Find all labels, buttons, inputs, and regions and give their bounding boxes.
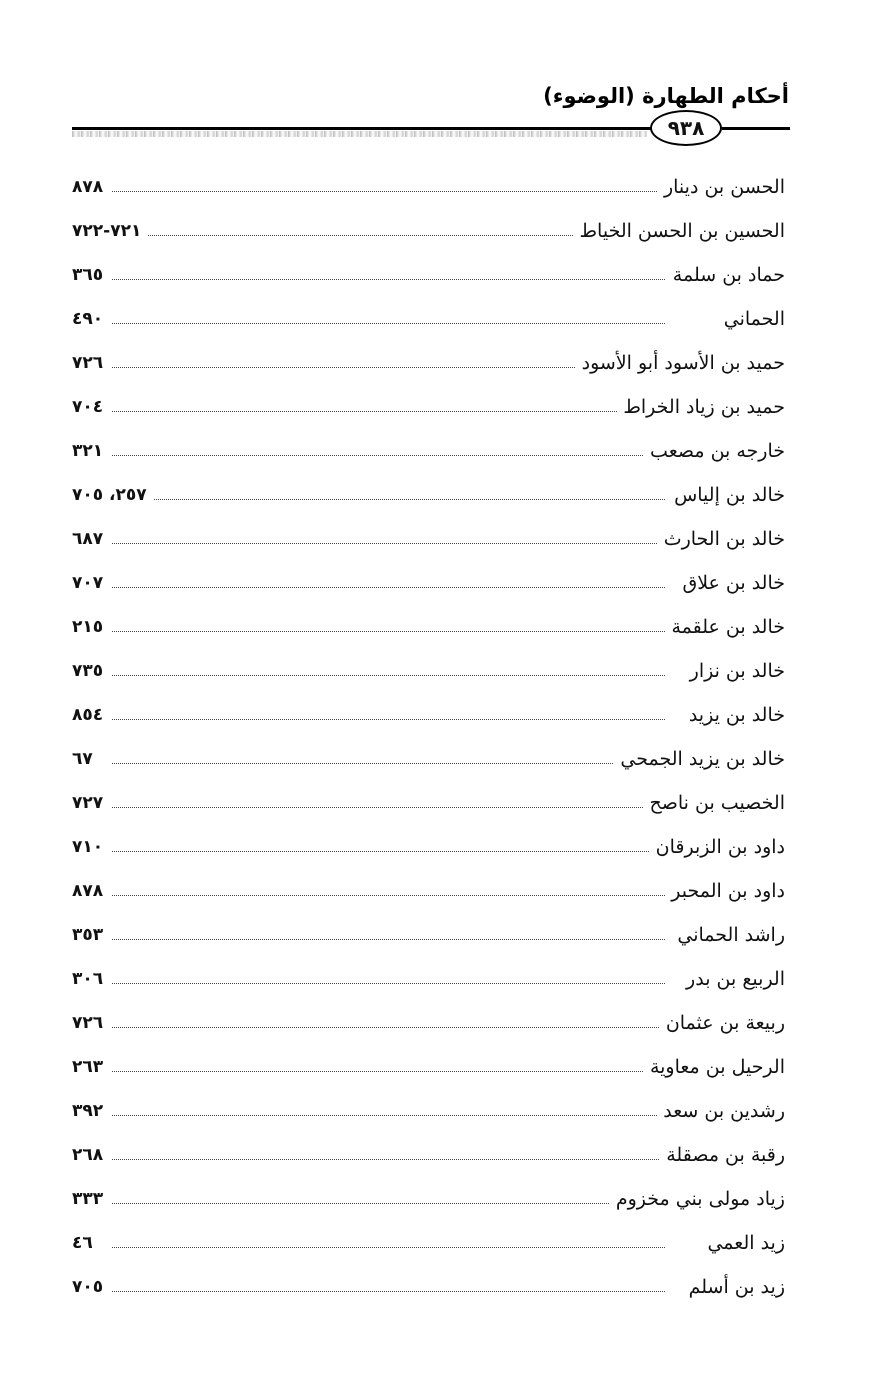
dot-leader [112,1291,665,1292]
dot-leader [112,763,665,764]
index-entry [72,876,785,906]
entry-pages: ٤٩٠ [72,304,109,334]
index-entry [72,348,785,378]
entry-name: داود بن الزبرقان [650,832,785,862]
index-entry [72,524,785,554]
dot-leader [112,895,665,896]
dot-leader [112,1071,665,1072]
dot-leader [112,323,665,324]
dot-leader [112,1159,665,1160]
entry-pages: ٧٠٥ [72,1272,109,1302]
entry-pages: ٣٩٢ [72,1096,109,1126]
index-entry [72,216,785,246]
dot-leader [112,631,665,632]
index-entry [72,1140,785,1170]
entry-pages: ٤٦ [72,1228,99,1258]
entry-name: خالد بن نزار [684,656,785,686]
dot-leader [112,983,665,984]
index-entry [72,964,785,994]
dot-leader [112,1203,665,1204]
entry-name: خالد بن يزيد الجمحي [614,744,785,774]
index-entry [72,436,785,466]
dot-leader [112,675,665,676]
book-title: أحكام الطهارة (الوضوء) [543,84,789,108]
page-number: ٩٣٨ [650,110,722,146]
entry-pages: ٧٢١-٧٢٢ [72,216,147,246]
entry-name: رشدين بن سعد [657,1096,785,1126]
index-entry [72,568,785,598]
entry-name: خالد بن علقمة [665,612,785,642]
index-entry [72,480,785,510]
index-entry [72,172,785,202]
entry-pages: ٢٦٨ [72,1140,109,1170]
entry-name: داود بن المحبر [665,876,785,906]
entry-pages: ٧٠٧ [72,568,109,598]
index-entry [72,744,785,774]
index-entry [72,304,785,334]
entry-pages: ٧٠٤ [72,392,109,422]
dot-leader [112,1115,665,1116]
entry-pages: ٦٧ [72,744,99,774]
entry-pages: ٧٢٧ [72,788,109,818]
entry-name: زيد بن أسلم [683,1272,785,1302]
entry-name: ربيعة بن عثمان [660,1008,785,1038]
entry-pages: ٧٣٥ [72,656,109,686]
dot-leader [112,939,665,940]
index-entry [72,700,785,730]
entry-name: الرحيل بن معاوية [644,1052,785,1082]
dot-leader [112,543,665,544]
entry-name: خالد بن إلياس [668,480,785,510]
entry-pages: ٧٢٦ [72,1008,109,1038]
entry-pages: ٣٠٦ [72,964,109,994]
entry-pages: ٦٨٧ [72,524,109,554]
index-entry [72,656,785,686]
index-entry [72,1184,785,1214]
index-entry [72,1096,785,1126]
entry-pages: ٢٦٣ [72,1052,109,1082]
entry-name: خالد بن الحارث [658,524,785,554]
entry-pages: ٨٧٨ [72,172,109,202]
dot-leader [112,719,665,720]
dot-leader [112,499,665,500]
entry-name: الحماني [718,304,785,334]
dot-leader [112,279,665,280]
entry-pages: ٨٥٤ [72,700,109,730]
entry-name: الحسين بن الحسن الخياط [573,216,785,246]
entry-name: خالد بن علاق [676,568,785,598]
entry-name: خارجه بن مصعب [644,436,785,466]
index-entry [72,1228,785,1258]
entry-pages: ٢١٥ [72,612,109,642]
dot-leader [112,807,665,808]
dot-leader [112,455,665,456]
dot-leader [112,851,665,852]
entry-name: الربيع بن بدر [680,964,785,994]
entry-pages: ٧١٠ [72,832,109,862]
entry-pages: ٣٦٥ [72,260,109,290]
dot-leader [112,191,665,192]
entry-pages: ٣٥٣ [72,920,109,950]
entry-pages: ٨٧٨ [72,876,109,906]
entry-name: زياد مولى بني مخزوم [610,1184,785,1214]
entry-pages: ٣٢١ [72,436,109,466]
entry-name: الخصيب بن ناصح [643,788,785,818]
entry-name: رقبة بن مصقلة [660,1140,785,1170]
dot-leader [112,1027,665,1028]
index-entry [72,1272,785,1302]
entry-name: راشد الحماني [671,920,785,950]
entry-name: حميد بن الأسود أبو الأسود [576,348,785,378]
index-entry [72,1052,785,1082]
entry-name: خالد بن يزيد [683,700,785,730]
dot-leader [112,1247,665,1248]
index-entry [72,920,785,950]
index-entry [72,260,785,290]
dot-leader [112,587,665,588]
entry-name: الحسن بن دينار [658,172,785,202]
index-entry [72,1008,785,1038]
entry-pages: ٧٢٦ [72,348,109,378]
index-entry [72,392,785,422]
index-entry [72,788,785,818]
entry-pages: ٣٣٣ [72,1184,109,1214]
entry-name: حماد بن سلمة [667,260,785,290]
entry-pages: ٢٥٧، ٧٠٥ [72,480,153,510]
entry-name: حميد بن زياد الخراط [617,392,785,422]
index-entry [72,832,785,862]
dot-leader [112,411,665,412]
index-entry [72,612,785,642]
entry-name: زيد العمي [701,1228,785,1258]
